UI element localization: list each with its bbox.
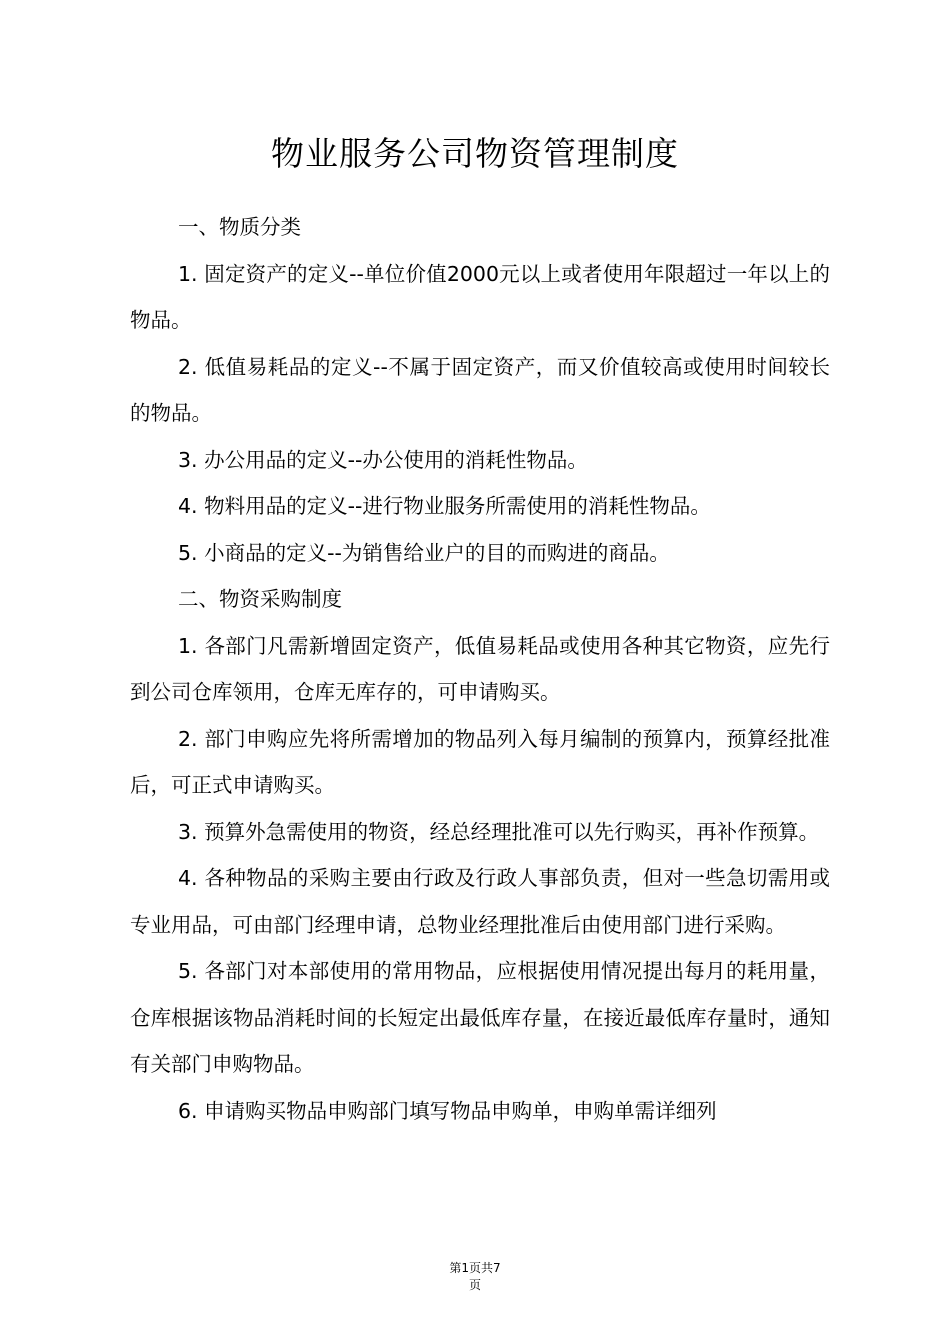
section-heading: 一、物质分类 (178, 215, 301, 239)
paragraph: 5. 小商品的定义--为销售给业户的目的而购进的商品。 (178, 540, 670, 565)
paragraph: 5. 各部门对本部使用的常用物品，应根据使用情况提出每月的耗用量，仓库根据该物品消耗时间的长短定出最低库存量，在接近最低库存量时，通知有关部门申购物品。 (130, 959, 830, 1076)
paragraph: 3. 预算外急需使用的物资，经总经理批准可以先行购买，再补作预算。 (178, 819, 820, 844)
paragraph: 1. 各部门凡需新增固定资产，低值易耗品或使用各种其它物资，应先行到公司仓库领用，仓库无库存的，可申请购买。 (130, 633, 830, 704)
document-body (130, 204, 830, 1134)
page-footer (0, 1260, 950, 1294)
page-number-suffix: 页 (468, 1278, 481, 1292)
document-title: 物业服务公司物资管理制度 (271, 134, 679, 173)
paragraph: 2. 部门申购应先将所需增加的物品列入每月编制的预算内，预算经批准后，可正式申请购买。 (130, 726, 830, 797)
page-number: 第1页共7 (449, 1261, 501, 1275)
paragraph: 2. 低值易耗品的定义--不属于固定资产，而又价值较高或使用时间较长的物品。 (130, 354, 830, 425)
section-heading: 二、物资采购制度 (178, 587, 342, 611)
paragraph: 1. 固定资产的定义--单位价值2000元以上或者使用年限超过一年以上的物品。 (130, 261, 830, 332)
paragraph: 6. 申请购买物品申购部门填写物品申购单，申购单需详细列 (178, 1098, 717, 1123)
paragraph: 4. 各种物品的采购主要由行政及行政人事部负责，但对一些急切需用或专业用品，可由部门经理申请，总物业经理批准后由使用部门进行采购。 (130, 866, 830, 937)
paragraph: 4. 物料用品的定义--进行物业服务所需使用的消耗性物品。 (178, 494, 711, 518)
paragraph: 3. 办公用品的定义--办公使用的消耗性物品。 (178, 447, 588, 472)
